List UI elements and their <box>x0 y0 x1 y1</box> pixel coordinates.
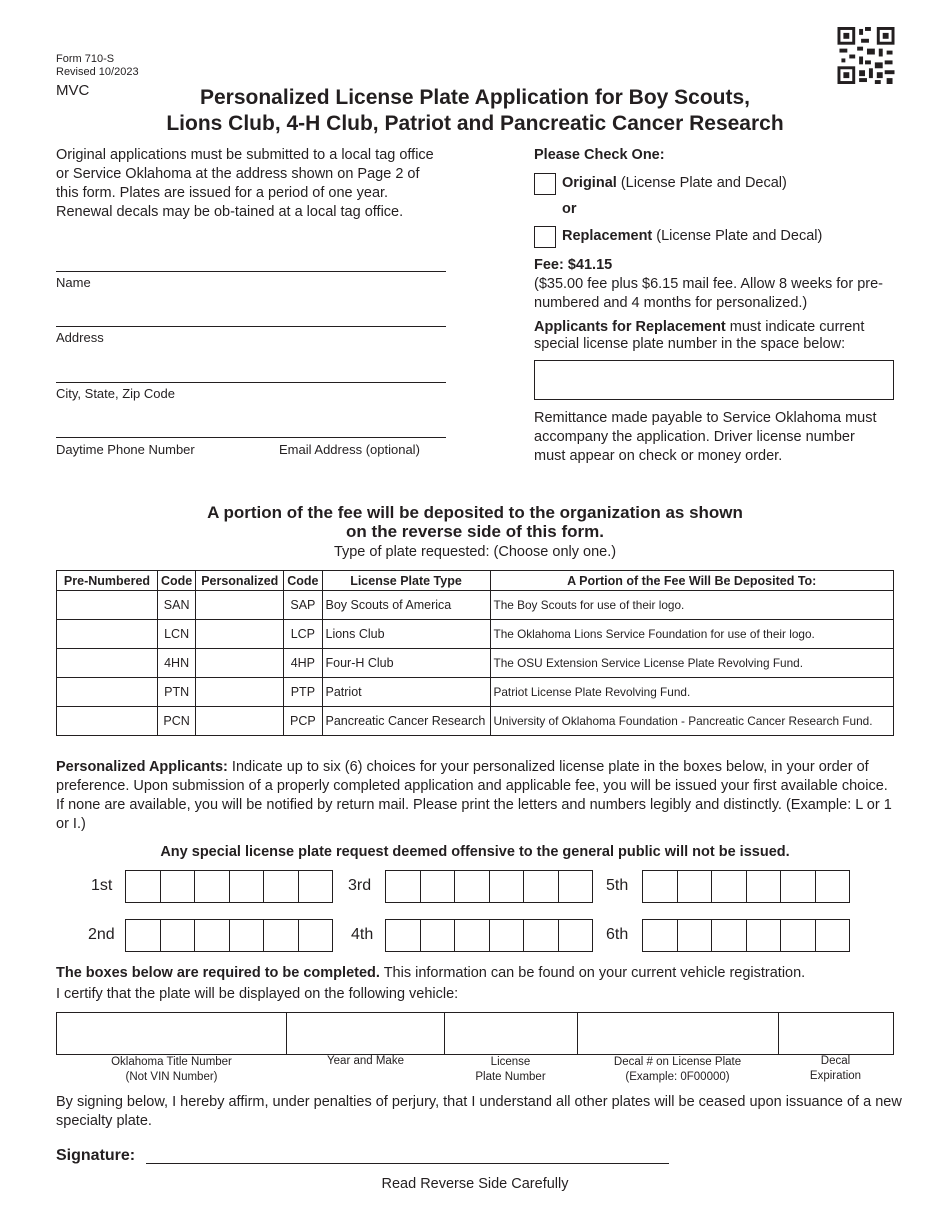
fee-label: Fee: $41.15 <box>534 257 613 273</box>
plate-type-cell: Patriot <box>322 678 490 707</box>
personalized-cell[interactable] <box>196 620 284 649</box>
qr-code-icon <box>837 27 895 84</box>
choice-boxes-1st[interactable] <box>125 870 333 903</box>
choice-label-2nd: 2nd <box>88 926 115 943</box>
remittance-text: Remittance made payable to Service Oklahoma must accompany the application. Driver license number must appear on check or money order. <box>534 410 877 464</box>
city-line[interactable] <box>56 382 446 383</box>
deposit-cell: The OSU Extension Service License Plate Revolving Fund. <box>490 649 894 678</box>
choice-boxes-6th[interactable] <box>642 919 850 952</box>
decal-expiration-input[interactable] <box>779 1013 893 1054</box>
choice-boxes-5th[interactable] <box>642 870 850 903</box>
table-row <box>57 678 894 707</box>
pre-numbered-cell[interactable] <box>57 649 158 678</box>
personalized-cell[interactable] <box>196 707 284 736</box>
code-cell: SAP <box>284 591 322 620</box>
plate-type-cell: Four-H Club <box>322 649 490 678</box>
choice-label-5th: 5th <box>606 877 629 894</box>
table-row <box>57 620 894 649</box>
phone-email-line[interactable] <box>56 437 446 438</box>
decal-expiration-label: Decal Expiration <box>809 1055 862 1082</box>
code-cell: 4HN <box>158 649 196 678</box>
header-personalized: Personalized <box>196 571 284 591</box>
personalized-cell[interactable] <box>196 591 284 620</box>
check-one-heading: Please Check One: <box>534 147 665 163</box>
title-number-input[interactable] <box>57 1013 287 1054</box>
original-label: Original (License Plate and Decal) <box>562 175 787 191</box>
signature-line[interactable] <box>146 1163 669 1164</box>
plate-type-cell: Pancreatic Cancer Research <box>322 707 490 736</box>
personalized-cell[interactable] <box>196 678 284 707</box>
code-cell: PTP <box>284 678 322 707</box>
personalized-cell[interactable] <box>196 649 284 678</box>
intro-text: Original applications must be submitted to a local tag office or Service Oklahoma at the address shown on Page 2 of this form. Plates are issued for a period of one year. Renewal decals may be ob-tained at a local tag office. <box>56 147 434 220</box>
year-make-label: Year and Make <box>327 1055 404 1067</box>
choice-label-4th: 4th <box>351 926 374 943</box>
deposit-cell: Patriot License Plate Revolving Fund. <box>490 678 894 707</box>
choice-boxes-4th[interactable] <box>385 919 593 952</box>
footer-note: Read Reverse Side Carefully <box>381 1176 569 1192</box>
choice-label-1st: 1st <box>91 877 113 894</box>
signature-label: Signature: <box>56 1147 136 1164</box>
pre-numbered-cell[interactable] <box>57 591 158 620</box>
name-line[interactable] <box>56 271 446 272</box>
phone-label: Daytime Phone Number <box>56 442 195 457</box>
plate-type-table <box>56 570 894 736</box>
plate-number-label: License Plate Number <box>475 1056 546 1083</box>
affirmation-text: By signing below, I hereby affirm, under penalties of perjury, that I understand all other plates will be ceased upon issuance of a new specialty plate. <box>56 1094 902 1129</box>
choice-boxes-3rd[interactable] <box>385 870 593 903</box>
table-row <box>57 707 894 736</box>
pre-numbered-cell[interactable] <box>57 620 158 649</box>
code-cell: SAN <box>158 591 196 620</box>
header-deposit: A Portion of the Fee Will Be Deposited To: <box>490 571 894 591</box>
choice-boxes-2nd[interactable] <box>125 919 333 952</box>
portion-heading-line2: on the reverse side of this form. <box>346 522 604 541</box>
page-title-line1: Personalized License Plate Application for Boy Scouts, <box>199 86 751 109</box>
pre-numbered-cell[interactable] <box>57 678 158 707</box>
deposit-cell: The Boy Scouts for use of their logo. <box>490 591 894 620</box>
choice-label-3rd: 3rd <box>348 877 372 894</box>
code-cell: PCP <box>284 707 322 736</box>
header-code: Code <box>158 571 196 591</box>
form-number: Form 710-S <box>56 53 115 65</box>
replacement-label: Replacement (License Plate and Decal) <box>562 228 823 244</box>
original-checkbox[interactable] <box>534 173 556 195</box>
replacement-checkbox[interactable] <box>534 226 556 248</box>
division-code: MVC <box>56 82 90 99</box>
fee-detail: ($35.00 fee plus $6.15 mail fee. Allow 8 weeks for pre-numbered and 4 months for personalized.) <box>534 276 883 311</box>
header-plate-type: License Plate Type <box>322 571 490 591</box>
name-label: Name <box>56 275 91 290</box>
choice-label-6th: 6th <box>606 926 629 943</box>
code-cell: 4HP <box>284 649 322 678</box>
plate-type-cell: Lions Club <box>322 620 490 649</box>
address-label: Address <box>56 330 104 345</box>
header-code: Code <box>284 571 322 591</box>
title-number-label: Oklahoma Title Number (Not VIN Number) <box>111 1056 232 1083</box>
revised-date: Revised 10/2023 <box>56 66 139 78</box>
plate-number-input[interactable] <box>445 1013 578 1054</box>
city-label: City, State, Zip Code <box>56 386 175 401</box>
or-label: or <box>562 201 577 217</box>
table-row <box>57 591 894 620</box>
deposit-cell: University of Oklahoma Foundation - Pancreatic Cancer Research Fund. <box>490 707 894 736</box>
vehicle-required-note: The boxes below are required to be completed. This information can be found on your current vehicle registration. <box>56 965 806 981</box>
personalized-instructions: Personalized Applicants: Indicate up to six (6) choices for your personalized license plate in the boxes below, in your order of preference. Upon submission of a properly completed application and applicable fee, you will be issued your first available choice. If none are available, you will be notified by return mail. Please print the letters and numbers legibly and distinctly. (Example: L or 1 or I.) <box>56 759 892 832</box>
replacement-note: Applicants for Replacement must indicate current special license plate number in the space below: <box>534 319 865 352</box>
code-cell: LCN <box>158 620 196 649</box>
replacement-plate-input[interactable] <box>534 360 894 400</box>
type-note: Type of plate requested: (Choose only one.) <box>333 544 617 560</box>
decal-number-input[interactable] <box>578 1013 779 1054</box>
vehicle-info-boxes <box>56 1012 894 1055</box>
page-title-line2: Lions Club, 4-H Club, Patriot and Pancreatic Cancer Research <box>166 112 784 135</box>
decal-number-label: Decal # on License Plate (Example: 0F00000) <box>613 1056 742 1083</box>
code-cell: LCP <box>284 620 322 649</box>
portion-heading-line1: A portion of the fee will be deposited to the organization as shown <box>207 503 743 522</box>
code-cell: PCN <box>158 707 196 736</box>
code-cell: PTN <box>158 678 196 707</box>
year-make-input[interactable] <box>287 1013 445 1054</box>
certify-text: I certify that the plate will be displayed on the following vehicle: <box>56 986 459 1002</box>
offensive-warning: Any special license plate request deemed offensive to the general public will not be issued. <box>160 844 790 860</box>
pre-numbered-cell[interactable] <box>57 707 158 736</box>
plate-type-cell: Boy Scouts of America <box>322 591 490 620</box>
address-line[interactable] <box>56 326 446 327</box>
header-pre-numbered: Pre-Numbered <box>57 571 158 591</box>
table-row <box>57 649 894 678</box>
email-label: Email Address (optional) <box>279 442 420 457</box>
deposit-cell: The Oklahoma Lions Service Foundation for use of their logo. <box>490 620 894 649</box>
